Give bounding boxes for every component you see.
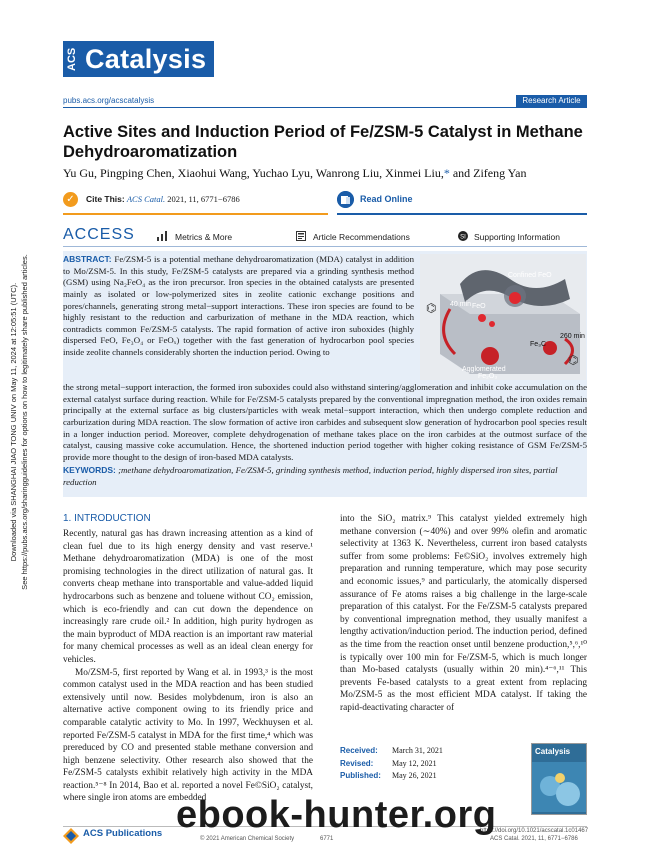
metrics-icon[interactable] [157, 231, 167, 241]
revised-label: Revised: [340, 758, 374, 768]
acs-publications-link[interactable]: ACS Publications [83, 828, 163, 839]
read-online-link[interactable]: Read Online [360, 194, 413, 204]
keywords [63, 465, 587, 488]
abstract-continued: the strong metal−support interaction, the formed iron suboxides could also withstand sintering/agglomeration and inhibit coke accumulation on the external catalyst surface during reaction. While for Fe/ZSM-5 catalysts prepared by the conventional impregnation method, the iron oxides remain principally at the external surface as big clusters/particles with weak metal−support interaction, which then undergo complete reduction and carburization during MDA reaction. The slow formation of active iron carbides and subsequent slow generation of hydrocarbon pool species result in a longer induction period. Moreover, complete dehydrogenation of methane takes place on the iron carbides at the outmost surface of the catalyst, causing massive coke accumulation. Hence, the shortened induction period together with higher coking resistance of GSM Fe/ZSM-5 provide more thought to the design of iron-based MDA catalysts. [63, 382, 587, 462]
acs-publications-icon [63, 828, 79, 844]
toc-label-fe2o3: Fe₂O₃ [478, 373, 498, 380]
paragraph: into the SiO₂ matrix.⁹ This catalyst yielded extremely high methane conversion (∼40%) and over 99% olefin and aromatic selectivity at 1363 K. Nevertheless, current iron based catalysts suffer from some problems: Fe©SiO₂ involves extremely high preparation and running temperature, which may pose security and economic issues,⁹ and particularly, the atomically dispersed assurance of Fe atoms raises a big challenge in the large-scale preparation of this catalyst. For the Fe/ZSM-5 catalysts prepared by conventional impregnation method, they usually manifest a lengthy activation/induction period. The induction period, defined as the time from the reaction onset until benzene production,⁵,⁶,¹⁰ is typically over 100 min for Fe/ZSM-5, which is much longer than Mo-based catalysts (usually within 20 min).⁴⁻⁶,¹¹ This prevents Fe-based catalysts to a great extent from replacing Mo/ZSM-5 as the most efficient MDA catalyst. If taking the rapid-deactivating character of [340, 514, 587, 713]
supporting-info-link[interactable]: Supporting Information [474, 232, 560, 242]
journal-cover[interactable] [531, 743, 587, 815]
download-notice-line2: See https://pubs.acs.org/sharingguidelines for options on how to legitimately share published articles. [20, 254, 29, 590]
paragraph: Mo/ZSM-5, first reported by Wang et al. in 1993,³ is the most common catalyst used in the MDA reaction and has been studied extensively until now. Besides molybdenum, iron is also an alternative active component owing to its friendly price and comparable catalytic activity to Mo. In 1997, Weckhuysen et al. reported Fe/ZSM-5 catalyst in MDA for the first time,⁴ which was prereduced by CO and presented stable methane conversion and high benzene selectivity. Other research also showed that the Fe/ZSM-5 catalysts exhibit relatively high activity in the MDA reaction.⁵⁻⁸ In 2014, Bao et al. reported a novel Fe©SiO₂ catalyst, where single iron atoms are embedded [63, 667, 313, 804]
copyright: © 2021 American Chemical Society [200, 836, 295, 842]
logo-catalysis: Catalysis [81, 41, 214, 77]
page-number: 6771 [320, 836, 334, 842]
cite-journal: ACS Catal. [126, 194, 166, 204]
paragraph: Recently, natural gas has drawn increasing attention as a kind of clean fuel due to its high energy density and vast reserve.¹ Methane dehydroaromatization (MDA) is one of the most promising technologies in the direct utilization of natural gas. It converts cheap methane into transportable and value-added liquid hydrocarbons such as benzene and toluene without CO₂ emission, which is eco-friendly and can cut down the dependence on increasingly rare crude oil.² In addition, high purity hydrogen as the main byproduct of MDA reaction is an important raw material for many chemical processes as well as an ideal clean energy for vehicles. [63, 529, 313, 665]
globe-icon[interactable] [337, 191, 354, 208]
supporting-info-icon[interactable] [458, 231, 468, 241]
cover-title: Catalysis [535, 747, 571, 756]
abstract-label: ABSTRACT: [63, 254, 112, 264]
keywords-label: KEYWORDS: [63, 465, 116, 475]
toc-graphic[interactable] [420, 254, 586, 380]
agglomerated-particle [481, 347, 499, 365]
header-divider [63, 107, 587, 108]
svg-text:SI: SI [460, 234, 466, 241]
confined-feo-particle [509, 292, 521, 304]
cite-underline [63, 213, 328, 215]
keywords-text: ;methane dehydroaromatization, Fe/ZSM-5, grinding synthesis method, induction period, highly dispersed iron sites, partial reduction [63, 465, 558, 487]
toc-label-confined: Confined FeO [508, 272, 552, 279]
cover-art [532, 756, 586, 812]
metrics-link[interactable]: Metrics & More [175, 232, 233, 242]
received-label: Received: [340, 746, 378, 755]
body-column-left [63, 528, 313, 805]
toc-label-260min: 260 min [560, 333, 585, 340]
toc-label-fe3c: Fe₃C [530, 341, 547, 348]
section-heading: 1. INTRODUCTION [63, 513, 151, 524]
article-type-badge: Research Article [516, 95, 587, 107]
read-online-underline [337, 213, 587, 215]
toc-label-agglomerated: Agglomerated [462, 366, 506, 373]
access-label: ACCESS [63, 226, 135, 243]
toc-label-feo: FeO [472, 303, 486, 310]
journal-url[interactable]: pubs.acs.org/acscatalysis [63, 96, 155, 105]
journal-logo[interactable] [63, 41, 214, 77]
author-list [63, 166, 593, 181]
published-label: Published: [340, 771, 381, 780]
recommendations-link[interactable]: Article Recommendations [313, 232, 410, 242]
cite-icon[interactable]: ✓ [63, 192, 78, 207]
revised-date: May 12, 2021 [392, 758, 437, 768]
svg-text:⌬: ⌬ [568, 353, 579, 367]
body-column-right [340, 513, 587, 715]
received-date: March 31, 2021 [392, 746, 443, 755]
authors-text: Yu Gu, Pingping Chen, Xiaohui Wang, Yuchao Lyu, Wanrong Liu, Xinmei Liu, [63, 166, 444, 180]
cite-ref: 2021, 11, 6771−6786 [165, 194, 240, 204]
article-title: Active Sites and Induction Period of Fe/ZSM-5 Catalyst in Methane Dehydroaromatization [63, 123, 583, 161]
download-notice-line1: Downloaded via SHANGHAI JIAO TONG UNIV on May 11, 2024 at 12:05:51 (UTC). [9, 282, 18, 562]
logo-acs: ACS [63, 41, 81, 77]
authors-last: and Zifeng Yan [449, 166, 527, 180]
watermark: ebook-hunter.org [176, 794, 497, 836]
publication-dates [340, 745, 443, 783]
cite-this[interactable] [86, 194, 240, 204]
abstract-part1: Fe/ZSM-5 is a potential methane dehydroaromatization (MDA) catalyst in addition to Mo/ZSM-5. In this study, Fe/ZSM-5 catalysts are prepared via a grinding synthesis method (GSM) using Na₂FeO₄ as the iron precursor. Iron species in the obtained catalysts are presented mainly as isolated or low-polymerized sites in zeolite cationic exchange positions and pores/channels, generating strong metal−support interactions. These iron species are found to be highly resistant to the reduction and carburization of methane in the MDA reaction, which contradicts common Fe/ZSM-5 catalysts. The rapid formation of active iron suboxides (highly dispersed FeO, Fe₃O₄ or FeOₓ) together with the fast generation of hydrocarbon pool species inside zeolite channels considerably shorten the induction period. Owing to [63, 254, 414, 357]
toc-label-40min: 40 min [450, 301, 472, 308]
cite-label: Cite This: [86, 194, 125, 204]
recommendations-icon[interactable] [296, 231, 306, 241]
download-notice [8, 212, 34, 632]
published-date: May 26, 2021 [392, 771, 437, 780]
svg-text:⌬: ⌬ [426, 301, 437, 315]
citation-ref: ACS Catal. 2021, 11, 6771−6786 [490, 836, 578, 842]
corresponding-author-mark[interactable]: * [443, 166, 450, 180]
doi-link[interactable]: https://doi.org/10.1021/acscatal.1c01467 [480, 828, 589, 834]
abstract-text [63, 254, 414, 359]
